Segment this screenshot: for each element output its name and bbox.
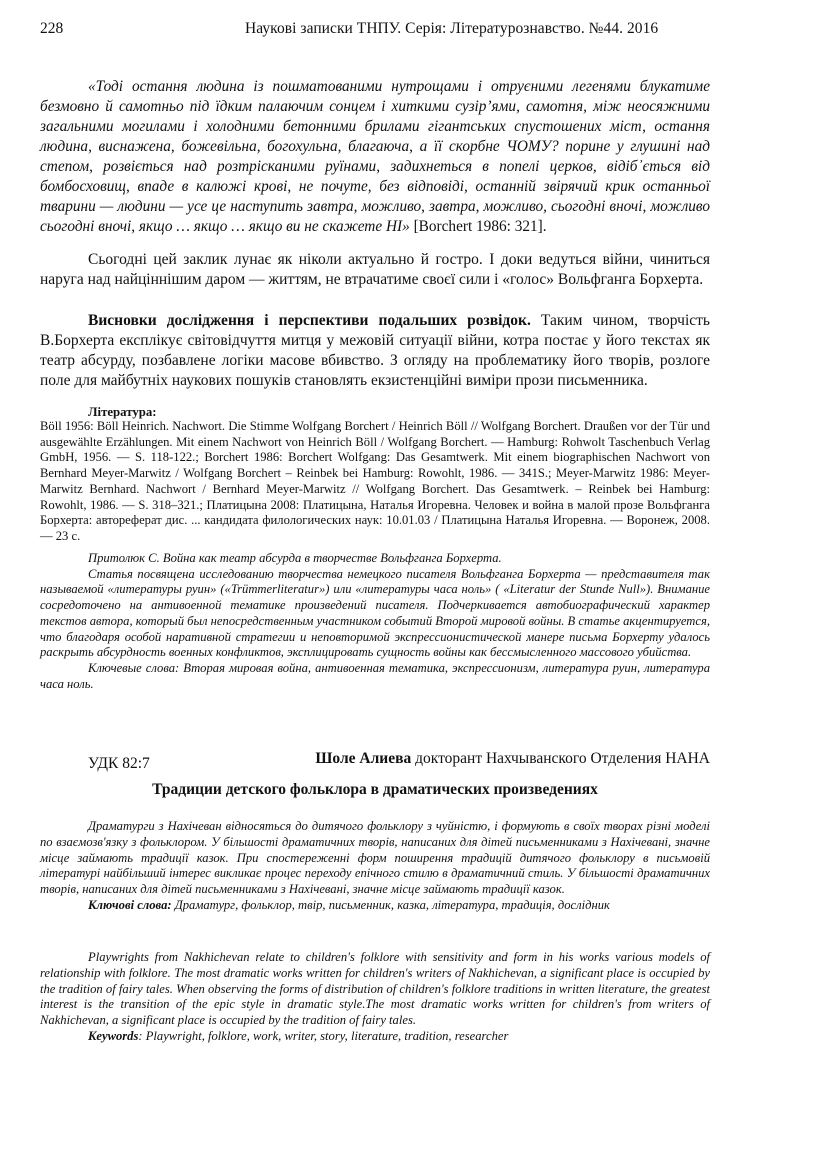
author-affiliation: докторант Нахчыванского Отделения НАНА (411, 750, 710, 767)
page-number: 228 (40, 20, 64, 37)
quote-text: «Тоді остання людина із пошматованими нутрощами і отруєними легенями блукатиме безмовно й самотньо під їдким палаючим сонцем і хиткими сузір’ями, самотня, між неосяжними загальними могилами і холодними бетонними брилами гігантських спустошених міст, остання людина, виснажена, божевільна, богохульна, благаюча, а її скорбне ЧОМУ? порине у глушині над степом, розвіється над розтрісканими руїнами, задихнеться в попелі церков, відіб᾽ється від бомбосховищ, впаде в калюжі крові, не почуте, без відповіді, останній звірячий крик останньої тварини — людини — усе це наступить завтра, можливо, завтра, можливо, сьогодні вночі, можливо сьогодні вночі, якщо … якщо … якщо ви не скажете НІ» (40, 78, 710, 235)
english-keywords (40, 1029, 710, 1045)
journal-title: Наукові записки ТНПУ. Серія: Літературознавство. №44. 2016 (245, 20, 659, 37)
english-keywords-text: : Playwright, folklore, work, writer, story, literature, tradition, researcher (138, 1028, 509, 1043)
author-name: Шоле Алиева (315, 750, 412, 767)
english-keywords-label: Keywords (88, 1028, 139, 1043)
ukrainian-keywords-text: Драматург, фольклор, твір, письменник, казка, література, традиція, дослідник (171, 897, 610, 912)
conclusions-paragraph (40, 311, 710, 391)
conclusions-text: Таким чином, творчість В.Борхерта експлікує світовідчуття митця у межовій ситуації війни, котра постає у його текстах як театр абсурду, позбавлене логіки масове вбивство. З огляду на проблематику його творів, розлоге поле для майбутніх наукових пошуків становлять екзистенційні виміри прози письменника. (40, 312, 710, 389)
russian-keywords: Ключевые слова: Вторая мировая война, антивоенная тематика, экспрессионизм, литература руин, литература часа ноль. (40, 660, 710, 691)
running-header (40, 20, 750, 40)
english-abstract-body: Playwrights from Nakhichevan relate to children's folklore with sensitivity and form in his works various models of relationship with folklore. The most dramatic works written for children's writers of Nakhichevan, a significant place is occupied by the tradition of fairy tales. When observing the forms of distribution of children's folklore traditions in written literature, the greatest interest is the transition of the epic style in dramatic style.The most dramatic works written for children's from writers of Nakhichevan, a significant place is occupied by the tradition of fairy tales. (40, 950, 710, 1028)
ukrainian-abstract-body: Драматурги з Нахічеван відносяться до дитячого фольклору з чуйністю, і формують в своїх творах різні моделі по взаємозв'язку з фольклором. У більшості драматичних творів, написаних для дітей письменниками з Нахічевані, значне місце займають традиції казок. При спостереженні форм поширення традицій дитячого фольклору в письмовій літературі найбільший інтерес викликає процес переходу епічного стилю в драматичний стиль. У більшості драматичних творів, написаних для дітей письменниками з Нахічевані, значне місце займають традиції казок. (40, 819, 710, 897)
conclusions-heading: Висновки дослідження і перспективи подальших розвідок. (88, 312, 531, 329)
body-paragraph: Сьогодні цей заклик лунає як ніколи актуально й гостро. І доки ведуться війни, чиниться наруга над найціннішим даром — життям, не втрачатиме своєї сили і «голос» Вольфганга Борхерта. (40, 251, 710, 288)
russian-abstract-body: Статья посвящена исследованию творчества немецкого писателя Вольфганга Борхерта — представителя так называемой «литературы руин» («Trümmerliteratur») или «литературы часа ноль» ( «Literatur der Stunde Null»). Внимание сосредоточено на антивоенной тематике произведений писателя. Подчеркивается автобиографический характер текстов автора, который был непосредственным участником событий Второй мировой войны. В статье акцентируется, что благодаря особой наративной стратегии и неповторимой экспрессионистической манере письма Борхерту удалось раскрыть абсурдность военных конфликтов, эксплицировать сущность войны как бессмысленного массового убийства. (40, 566, 710, 660)
author-line (315, 750, 710, 768)
literature-heading: Література: (88, 405, 157, 419)
borchert-quote (40, 77, 710, 237)
article-title: Традиции детского фольклора в драматических произведениях (152, 781, 598, 798)
russian-abstract-title: Притолюк С. Война как театр абсурда в творчестве Вольфганга Борхерта. (88, 551, 502, 565)
ukrainian-keywords (40, 898, 710, 914)
udk-code: УДК 82:7 (88, 755, 150, 772)
quote-citation: [Borchert 1986: 321]. (409, 218, 547, 235)
reference-list: Böll 1956: Böll Heinrich. Nachwort. Die Stimme Wolfgang Borchert / Heinrich Böll // Wolfgang Borchert. Draußen vor der Tür und ausgewählte Erzählungen. Mit einem Nachwort von Heinrich Böll / Wolfgang Borchert. — Hamburg: Rohwolt Taschenbuch Verlag GmbH, 1956. — S. 118-122.; Borchert 1986: Borchert Wolfgang: Das Gesamtwerk. Mit einem biographischen Nachwort von Bernhard Meyer-Marwitz / Wolfgang Borchert – Reinbek bei Hamburg: Rowohlt, 1986. — 341S.; Meyer-Marwitz 1986: Meyer-Marwitz Bernhard. Nachwort / Bernhard Meyer-Marwitz // Wolfgang Borchert. Das Gesamtwerk. – Reinbek bei Hamburg: Rowohlt, 1986. — S. 318–321.; Платицына 2008: Платицына, Наталья Игоревна. Человек и война в малой прозе Вольфганга Борхерта: автореферат дис. ... кандидата филологических наук: 10.01.03 / Платицына Наталья Игоревна. — Воронеж, 2008. — 23 с. (40, 419, 710, 543)
english-abstract (40, 950, 710, 1045)
ukrainian-keywords-label: Ключові слова: (88, 897, 172, 912)
ukrainian-abstract (40, 819, 710, 914)
russian-abstract (40, 551, 710, 692)
